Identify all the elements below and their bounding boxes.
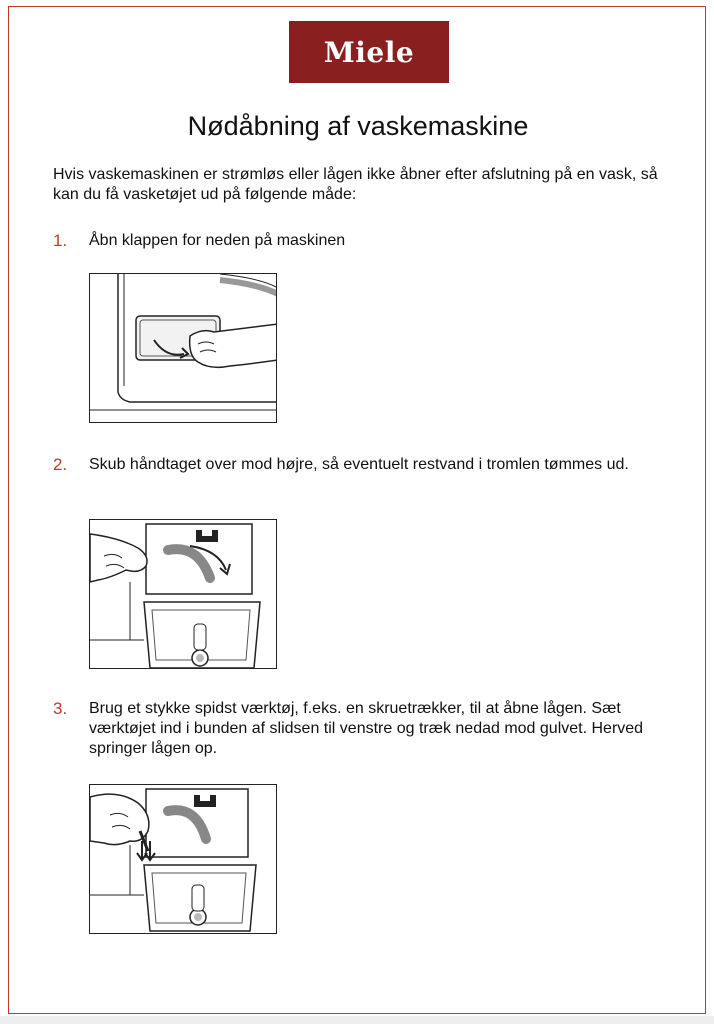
step-1-text: Åbn klappen for neden på maskinen <box>89 232 346 249</box>
miele-logo <box>289 21 449 83</box>
step-2-illustration <box>89 519 277 669</box>
step-3-text: Brug et stykke spidst værktøj, f.eks. en skruetrækker, til at åbne lågen. Sæt værktøjet ind i bunden af slidsen til venstre og træk nedad mod gulvet. Herved springer lågen op. <box>89 700 644 757</box>
step-1-illustration <box>89 273 277 423</box>
step-3-number: 3. <box>53 699 68 718</box>
step-1-number: 1. <box>53 231 68 250</box>
intro-paragraph: Hvis vaskemaskinen er strømløs eller lågen ikke åbner efter afslutning på en vask, så kan du få vasketøjet ud på følgende måde: <box>53 166 658 203</box>
step-2-text: Skub håndtaget over mod højre, så eventuelt restvand i tromlen tømmes ud. <box>89 456 629 473</box>
logo-text: Miele <box>323 35 415 69</box>
step-2-number: 2. <box>53 455 68 474</box>
step-3-illustration <box>89 784 277 934</box>
document-page <box>8 6 706 1014</box>
page-title: Nødåbning af vaskemaskine <box>187 111 529 141</box>
page-bottom-strip <box>0 1016 714 1024</box>
